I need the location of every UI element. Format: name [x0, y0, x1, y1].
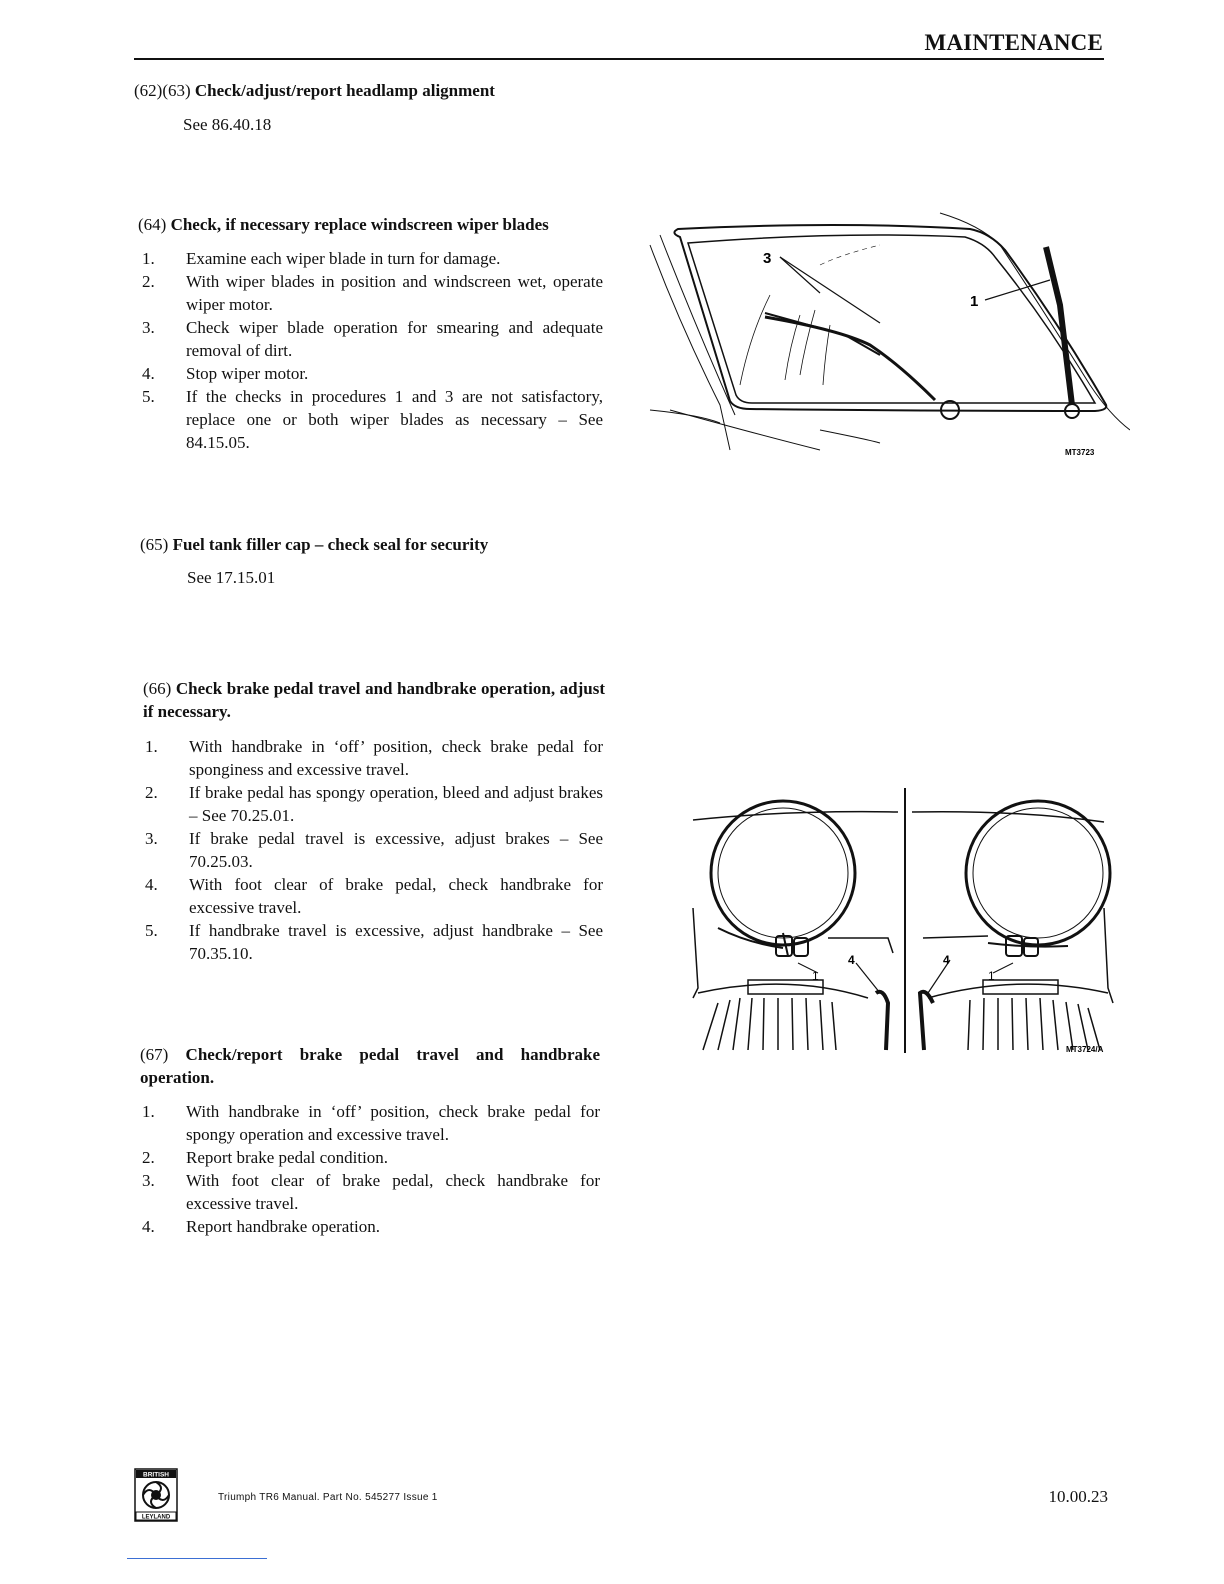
section-title: Check, if necessary replace windscreen wiper blades: [170, 215, 549, 234]
list-item: 1. With handbrake in ‘off’ position, check brake pedal for spongy operation and excessive travel.: [142, 1102, 600, 1144]
callout-4-right-label: 4: [943, 953, 950, 967]
figure-reference-label: MT3723: [1065, 448, 1095, 457]
callout-1-left-label: 1: [812, 969, 819, 983]
list-item: 1. With handbrake in ‘off’ position, check brake pedal for sponginess and excessive travel.: [145, 737, 603, 779]
section-title: Fuel tank filler cap – check seal for security: [172, 535, 489, 554]
brake-pedal-handbrake-figure: [688, 788, 1120, 1060]
page-header-title: MAINTENANCE: [924, 30, 1103, 55]
section-number: (64): [138, 215, 167, 234]
list-item: 2. With wiper blades in position and windscreen wet, operate wiper motor.: [142, 272, 603, 314]
section-title: Check brake pedal travel and handbrake operation, adjust if necessary.: [143, 679, 605, 721]
list-item: 4. Stop wiper motor.: [142, 364, 309, 383]
section-65-see-reference: See 17.15.01: [187, 568, 276, 587]
section-64-heading: [138, 213, 608, 236]
section-67-heading: [140, 1043, 600, 1089]
section-66-steps: [145, 735, 603, 965]
list-item: 2. Report brake pedal condition.: [142, 1148, 389, 1167]
page-number: 10.00.23: [1048, 1487, 1108, 1506]
section-number: (66): [143, 679, 172, 698]
callout-4-left-label: 4: [848, 953, 855, 967]
list-item: 4. With foot clear of brake pedal, check handbrake for excessive travel.: [145, 875, 603, 917]
windscreen-wiper-figure: [640, 205, 1130, 465]
section-62-63-heading: [134, 79, 495, 102]
footer-manual-reference: Triumph TR6 Manual. Part No. 545277 Issue 1: [218, 1492, 438, 1503]
list-item: 5. If the checks in procedures 1 and 3 are not satisfactory, replace one or both wiper blades as necessary – See 84.15.05.: [142, 387, 603, 452]
list-item: 4. Report handbrake operation.: [142, 1217, 381, 1236]
list-item: 3. If brake pedal travel is excessive, adjust brakes – See 70.25.03.: [145, 829, 603, 871]
british-leyland-logo: [134, 1468, 178, 1522]
section-number: (67): [140, 1045, 169, 1064]
list-item: 5. If handbrake travel is excessive, adjust handbrake – See 70.35.10.: [145, 921, 603, 963]
list-item: 3. With foot clear of brake pedal, check handbrake for excessive travel.: [142, 1171, 600, 1213]
footer-rule: [127, 1558, 267, 1559]
list-item: 1. Examine each wiper blade in turn for damage.: [142, 249, 501, 268]
section-number: (65): [140, 535, 169, 554]
section-64-steps: [142, 247, 603, 454]
section-67-steps: [142, 1100, 600, 1238]
svg-text:BRITISH: BRITISH: [143, 1471, 169, 1479]
svg-text:LEYLAND: LEYLAND: [141, 1514, 171, 1521]
list-item: 2. If brake pedal has spongy operation, bleed and adjust brakes – See 70.25.01.: [145, 783, 603, 825]
header-divider: [134, 58, 1104, 60]
section-66-heading: [143, 677, 605, 723]
section-number: (62)(63): [134, 81, 191, 100]
section-title: Check/adjust/report headlamp alignment: [194, 81, 495, 100]
section-65-heading: [140, 533, 488, 556]
callout-3-label: 3: [763, 250, 772, 267]
callout-1-right-label: 1: [988, 969, 995, 983]
callout-1-label: 1: [970, 293, 979, 310]
section-title: Check/report brake pedal travel and handbrake operation.: [140, 1045, 600, 1087]
list-item: 3. Check wiper blade operation for smearing and adequate removal of dirt.: [142, 318, 603, 360]
section-62-63-see-reference: See 86.40.18: [183, 115, 272, 134]
figure-reference-label: MT3724/A: [1066, 1045, 1104, 1054]
